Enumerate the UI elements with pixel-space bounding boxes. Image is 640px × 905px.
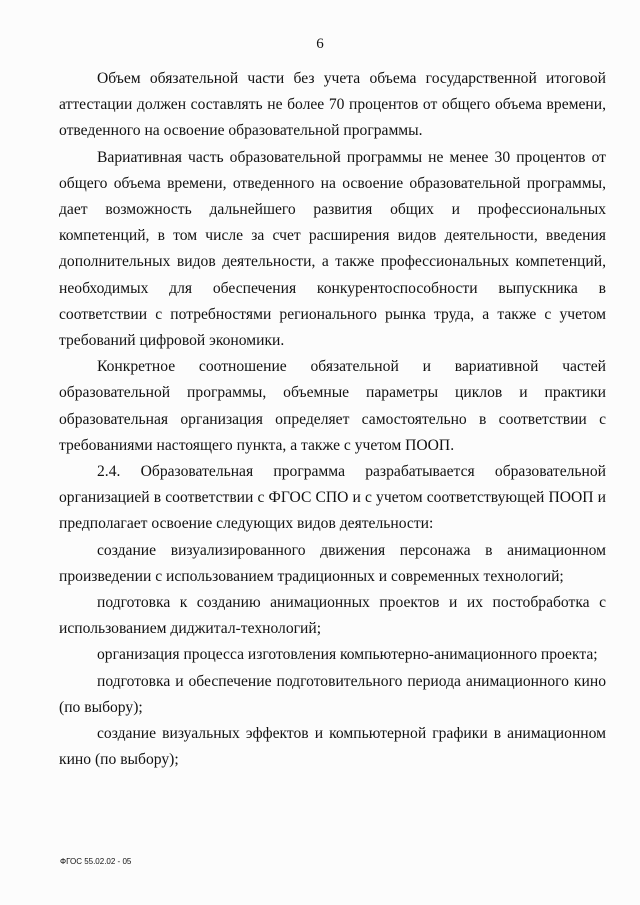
paragraph-variable-part: Вариативная часть образовательной программы не менее 30 процентов от общего объема времени, отведенного на освоение образовательной программы, дает возможность дальнейшего развития общих и профессиональных компетенций, в том числе за счет расширения видов деятельности, введения дополнительных видов деятельности, а также профессиональных компетенций, необходимых для обеспечения конкурентоспособности выпускника в соответствии с потребностями регионального рынка труда, а также с учетом требований цифровой экономики. — [59, 148, 606, 350]
paragraph-ratio: Конкретное соотношение обязательной и вариативной частей образовательной программы, объемные параметры циклов и практики образовательная организация определяет самостоятельно в соответствии с требованиями настоящего пункта, а также с учетом ПООП. — [59, 358, 606, 454]
document-body — [59, 66, 606, 773]
activity-item-preparatory-period: подготовка и обеспечение подготовительного периода анимационного кино (по выбору); — [59, 672, 606, 716]
footer-document-code: ФГОС 55.02.02 - 05 — [60, 857, 132, 866]
activity-item-visual-effects: создание визуальных эффектов и компьютерной графики в анимационном кино (по выбору); — [59, 725, 606, 769]
page-number: 6 — [316, 36, 324, 52]
activity-item-project-preparation: подготовка к созданию анимационных проектов и их постобработка с использованием диджитал-технологий; — [59, 594, 606, 638]
activity-item-animation-movement: создание визуализированного движения персонажа в анимационном произведении с использованием традиционных и современных технологий; — [59, 541, 606, 585]
activity-item-production-organization: организация процесса изготовления компьютерно-анимационного проекта; — [97, 646, 598, 664]
paragraph-section-2-4: 2.4. Образовательная программа разрабатывается образовательной организацией в соответствии с ФГОС СПО и с учетом соответствующей ПООП и предполагает освоение следующих видов деятельности: — [59, 463, 606, 533]
paragraph-mandatory-part: Объем обязательной части без учета объема государственной итоговой аттестации должен составлять не более 70 процентов от общего объема времени, отведенного на освоение образовательной программы. — [59, 70, 606, 140]
